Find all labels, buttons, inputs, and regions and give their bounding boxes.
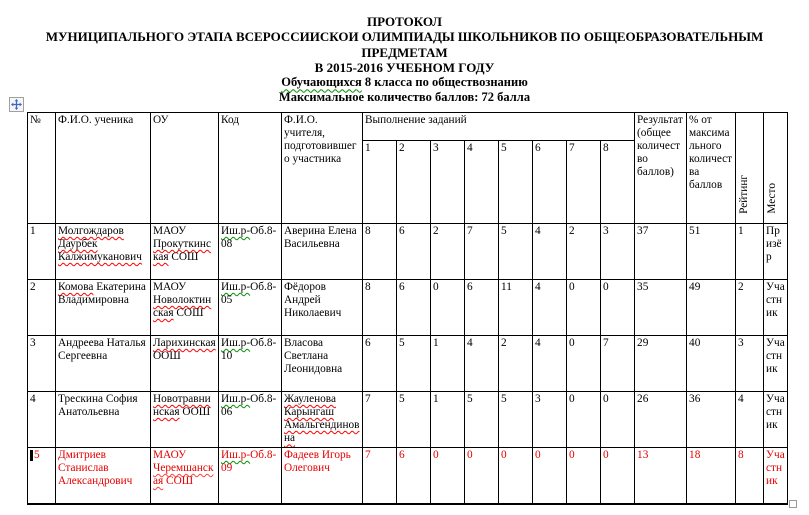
school-cell[interactable]	[151, 280, 219, 336]
header-tasks-group: Выполнение заданий	[363, 113, 635, 141]
score-cell-8[interactable]: 3	[601, 224, 635, 280]
score-cell-4[interactable]: 0	[465, 448, 499, 504]
place-cell[interactable]: Участник	[764, 392, 788, 448]
title-line-1: ПРОТОКОЛ	[367, 14, 442, 29]
text-run: СОШ	[163, 475, 194, 488]
score-cell-2[interactable]: 5	[397, 336, 431, 392]
header-num: №	[28, 113, 56, 224]
num-cell[interactable]: 5	[28, 448, 56, 504]
score-cell-6[interactable]: 4	[533, 336, 567, 392]
score-cell-6[interactable]: 4	[533, 224, 567, 280]
place-cell[interactable]: Участник	[764, 336, 788, 392]
score-cell-5[interactable]: 11	[499, 280, 533, 336]
text-run: ООШ	[179, 406, 211, 419]
subtitle-spellchecked-word: Обучающихся	[281, 75, 362, 90]
score-cell-8[interactable]: 7	[601, 336, 635, 392]
percent-cell[interactable]: 18	[687, 448, 736, 504]
score-cell-5[interactable]: 5	[499, 392, 533, 448]
score-cell-3[interactable]: 0	[431, 280, 465, 336]
table-row	[28, 336, 788, 392]
text-run: СОШ	[168, 251, 199, 264]
text-run: ООШ	[153, 350, 181, 363]
score-cell-6[interactable]: 0	[533, 448, 567, 504]
max-points-line: Максимальное количество баллов: 72 балла	[278, 90, 531, 105]
text-run: Новотравнинская	[153, 393, 211, 419]
header-task-7: 7	[567, 141, 601, 224]
text-run: Об.8-09	[221, 449, 277, 475]
score-cell-8[interactable]: 0	[601, 392, 635, 448]
score-cell-5[interactable]: 0	[499, 448, 533, 504]
table-row	[28, 392, 788, 448]
score-cell-8[interactable]: 0	[601, 280, 635, 336]
table-resize-handle-icon[interactable]	[789, 500, 797, 508]
score-cell-3[interactable]: 2	[431, 224, 465, 280]
text-run: МАОУ	[153, 225, 187, 237]
table-row	[28, 448, 788, 504]
text-run: Иш.р-	[221, 449, 251, 461]
total-points-cell[interactable]: 29	[635, 336, 687, 392]
score-cell-3[interactable]: 0	[431, 448, 465, 504]
score-cell-6[interactable]: 4	[533, 280, 567, 336]
score-cell-7[interactable]: 0	[567, 392, 601, 448]
rating-cell[interactable]: 8	[736, 448, 764, 504]
four-arrow-move-icon	[11, 99, 22, 110]
header-place-label: Место	[766, 183, 779, 214]
text-run: Черемшанская	[153, 462, 214, 488]
code-cell[interactable]	[219, 448, 282, 504]
num-cell[interactable]: 4	[28, 392, 56, 448]
text-run: Трескина София Анатольевна	[58, 393, 138, 419]
teacher-name-cell[interactable]	[282, 280, 363, 336]
total-points-cell[interactable]: 35	[635, 280, 687, 336]
rating-cell[interactable]: 1	[736, 224, 764, 280]
text-run: Жауленова Карынгаш Амальгендиновна	[284, 393, 360, 445]
header-rating	[736, 113, 764, 224]
score-cell-1[interactable]: 7	[363, 392, 397, 448]
text-run: Дмитриев Станислав Александрович	[58, 449, 133, 488]
total-points-cell[interactable]: 26	[635, 392, 687, 448]
school-cell[interactable]	[151, 392, 219, 448]
text-run: Екатерина Владимировна	[58, 281, 146, 307]
place-cell[interactable]: Участник	[764, 280, 788, 336]
score-cell-3[interactable]: 1	[431, 392, 465, 448]
text-run: Иш.р-	[221, 393, 251, 405]
subtitle-rest: 8 класса по обществознанию	[361, 75, 528, 90]
title-line-3: ПРЕДМЕТАМ	[361, 44, 448, 60]
text-run: СОШ	[173, 307, 204, 320]
text-cursor	[30, 450, 33, 461]
results-table[interactable]	[27, 112, 788, 505]
percent-cell[interactable]: 51	[687, 224, 736, 280]
text-run: Комова	[58, 281, 94, 293]
score-cell-7[interactable]: 2	[567, 224, 601, 280]
text-run: МАОУ	[153, 449, 187, 461]
text-run: Аверина Елена Васильевна	[284, 225, 357, 251]
table-header	[28, 113, 788, 224]
title-line-2: МУНИЦИПАЛЬНОГО ЭТАПА ВСЕРОССИИСКОИ ОЛИМПИАДЫ ШКОЛЬНИКОВ ПО ОБЩЕОБРАЗОВАТЕЛЬНЫМ	[45, 29, 764, 45]
student-name-cell[interactable]	[56, 280, 151, 336]
table-body	[28, 224, 788, 504]
header-total: Результат (общее количество баллов)	[635, 113, 687, 224]
text-run: Фёдоров Андрей Николаевич	[284, 281, 342, 320]
text-run: Иш.р-	[221, 337, 251, 349]
text-run: Прокуткинская	[153, 238, 211, 264]
header-task-3: 3	[431, 141, 465, 224]
text-run: Иш.р-	[221, 225, 251, 237]
text-run: Новолоктинская	[153, 294, 212, 320]
score-cell-7[interactable]: 0	[567, 280, 601, 336]
total-points-cell[interactable]: 37	[635, 224, 687, 280]
teacher-name-cell[interactable]	[282, 392, 363, 448]
score-cell-2[interactable]: 6	[397, 280, 431, 336]
student-name-cell[interactable]	[56, 336, 151, 392]
text-run: Иш.р-	[221, 281, 251, 293]
score-cell-5[interactable]: 2	[499, 336, 533, 392]
total-points-cell[interactable]: 13	[635, 448, 687, 504]
score-cell-1[interactable]: 6	[363, 336, 397, 392]
score-cell-1[interactable]: 7	[363, 448, 397, 504]
place-cell[interactable]: Призёр	[764, 224, 788, 280]
score-cell-1[interactable]: 8	[363, 224, 397, 280]
code-cell[interactable]	[219, 392, 282, 448]
teacher-name-cell[interactable]	[282, 224, 363, 280]
percent-cell[interactable]: 36	[687, 392, 736, 448]
score-cell-4[interactable]: 6	[465, 280, 499, 336]
document-title-block	[0, 14, 809, 105]
header-task-2: 2	[397, 141, 431, 224]
num-cell[interactable]: 1	[28, 224, 56, 280]
header-rating-label: Рейтинг	[738, 175, 751, 214]
score-cell-2[interactable]: 6	[397, 448, 431, 504]
school-cell[interactable]	[151, 448, 219, 504]
title-line-4: В 2015-2016 УЧЕБНОМ ГОДУ	[314, 59, 495, 75]
percent-cell[interactable]: 40	[687, 336, 736, 392]
student-name-cell[interactable]	[56, 448, 151, 504]
text-run: Об.8-05	[221, 281, 277, 307]
text-run: Власова Светлана Леонидовна	[284, 337, 343, 376]
score-cell-5[interactable]: 5	[499, 224, 533, 280]
num-cell[interactable]: 2	[28, 280, 56, 336]
school-cell[interactable]	[151, 336, 219, 392]
code-cell[interactable]	[219, 224, 282, 280]
text-run: Андреева Наталья Сергеевна	[58, 337, 146, 363]
text-run: Молгождаров Даурбек Калжимуканович	[58, 225, 142, 264]
header-task-1: 1	[363, 141, 397, 224]
rating-cell[interactable]: 3	[736, 336, 764, 392]
score-cell-3[interactable]: 1	[431, 336, 465, 392]
table-move-handle-icon[interactable]	[9, 97, 24, 112]
rating-cell[interactable]: 2	[736, 280, 764, 336]
school-cell[interactable]	[151, 224, 219, 280]
text-run: Ларихинская	[153, 337, 216, 349]
percent-cell[interactable]: 49	[687, 280, 736, 336]
header-task-5: 5	[499, 141, 533, 224]
text-run: Фадеев Игорь Олегович	[284, 449, 351, 475]
subtitle-line	[0, 75, 809, 90]
code-cell[interactable]	[219, 336, 282, 392]
score-cell-7[interactable]: 0	[567, 448, 601, 504]
table-row	[28, 224, 788, 280]
teacher-name-cell[interactable]	[282, 336, 363, 392]
score-cell-2[interactable]: 6	[397, 224, 431, 280]
header-percent: % от максимального количества баллов	[687, 113, 736, 224]
score-cell-8[interactable]: 0	[601, 448, 635, 504]
student-name-cell[interactable]	[56, 392, 151, 448]
header-task-6: 6	[533, 141, 567, 224]
header-school: ОУ	[151, 113, 219, 224]
text-run: Об.8-10	[221, 337, 277, 363]
rating-cell[interactable]: 4	[736, 392, 764, 448]
score-cell-4[interactable]: 7	[465, 224, 499, 280]
score-cell-2[interactable]: 5	[397, 392, 431, 448]
header-teacher: Ф.И.О. учителя, подготовившего участника	[282, 113, 363, 224]
place-cell[interactable]: Участник	[764, 448, 788, 504]
code-cell[interactable]	[219, 280, 282, 336]
score-cell-1[interactable]: 8	[363, 280, 397, 336]
text-run: МАОУ	[153, 281, 187, 293]
header-code: Код	[219, 113, 282, 224]
score-cell-4[interactable]: 4	[465, 336, 499, 392]
table-row	[28, 280, 788, 336]
header-task-8: 8	[601, 141, 635, 224]
teacher-name-cell[interactable]	[282, 448, 363, 504]
student-name-cell[interactable]	[56, 224, 151, 280]
text-run: Об.8-08	[221, 225, 277, 251]
header-place	[764, 113, 788, 224]
score-cell-7[interactable]: 0	[567, 336, 601, 392]
text-run: Об.8-06	[221, 393, 277, 419]
num-cell[interactable]: 3	[28, 336, 56, 392]
score-cell-4[interactable]: 5	[465, 392, 499, 448]
score-cell-6[interactable]: 3	[533, 392, 567, 448]
header-task-4: 4	[465, 141, 499, 224]
header-student: Ф.И.О. ученика	[56, 113, 151, 224]
